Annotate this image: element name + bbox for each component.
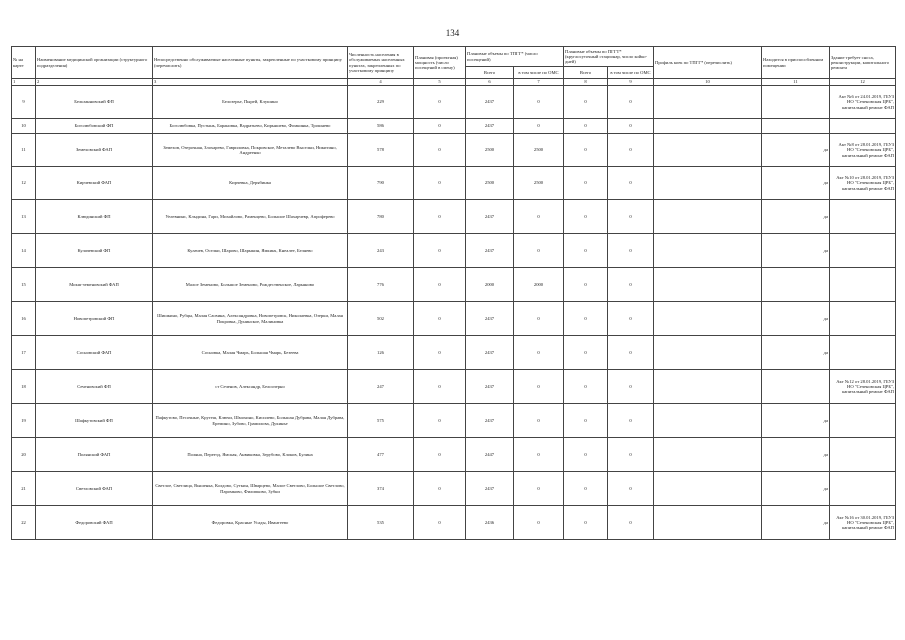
table-row: [12, 86, 896, 119]
visits-total-cell: 2437: [466, 370, 514, 404]
visits-total-cell: 2500: [466, 167, 514, 200]
row-number-cell: 20: [12, 438, 36, 472]
visits-total-cell: 2437: [466, 119, 514, 134]
repair-note-cell: [830, 438, 896, 472]
beds-total-cell: 0: [564, 438, 608, 472]
beds-oms-cell: 0: [608, 167, 654, 200]
organization-cell: Шафкутовский ФП: [36, 404, 153, 438]
capacity-cell: 0: [414, 472, 466, 506]
capacity-cell: 0: [414, 119, 466, 134]
repair-note-cell: [830, 302, 896, 336]
header-planned-bed-days: Плановые объемы по ПГГТ* (круглосуточный стационар, число койко-дней): [564, 47, 654, 67]
repair-note-cell: [830, 268, 896, 302]
table-row: [12, 404, 896, 438]
bed-profile-cell: [654, 86, 762, 119]
header-visits-total: Всего: [466, 67, 514, 79]
visits-oms-cell: 0: [514, 119, 564, 134]
organization-cell: Кирчевский ФАП: [36, 167, 153, 200]
beds-total-cell: 0: [564, 86, 608, 119]
column-number-row: [12, 79, 896, 86]
settlements-cell: Белозерье, Пырей, Клушино: [153, 86, 348, 119]
header-settlements: Непосредственно обслуживаемые населенные пункты, закрепленные по участковому принципу (перечислить): [153, 47, 348, 79]
adapted-premises-cell: [762, 370, 830, 404]
settlements-cell: Пафкутово, Песочные, Кругеш, Ключи, Шмохино, Кисилево, Большая Дубрава, Малая Дубрава, Еремино, Зубово, Грамилова, Дукинье: [153, 404, 348, 438]
beds-oms-cell: 0: [608, 119, 654, 134]
visits-oms-cell: 0: [514, 86, 564, 119]
bed-profile-cell: [654, 404, 762, 438]
organization-cell: Федоровский ФАП: [36, 506, 153, 540]
header-organization: Наименование медицинской организации (структурного подразделения): [36, 47, 153, 79]
column-number: 7: [514, 79, 564, 86]
header-bed-profile: Профиль коек по ТПГГ* (перечислить): [654, 47, 762, 79]
beds-oms-cell: 0: [608, 472, 654, 506]
organization-cell: Новопетровский ФП: [36, 302, 153, 336]
row-number-cell: 16: [12, 302, 36, 336]
visits-oms-cell: 0: [514, 302, 564, 336]
organization-cell: Сосновский ФАП: [36, 336, 153, 370]
capacity-cell: 0: [414, 506, 466, 540]
bed-profile-cell: [654, 438, 762, 472]
bed-profile-cell: [654, 234, 762, 268]
column-number: 5: [414, 79, 466, 86]
population-cell: 502: [348, 302, 414, 336]
bed-profile-cell: [654, 119, 762, 134]
beds-total-cell: 0: [564, 336, 608, 370]
beds-total-cell: 0: [564, 370, 608, 404]
row-number-cell: 10: [12, 119, 36, 134]
capacity-cell: 0: [414, 438, 466, 472]
column-number: 1: [12, 79, 36, 86]
population-cell: 126: [348, 336, 414, 370]
column-number: 11: [762, 79, 830, 86]
capacity-cell: 0: [414, 404, 466, 438]
beds-oms-cell: 0: [608, 200, 654, 234]
population-cell: 477: [348, 438, 414, 472]
beds-oms-cell: 0: [608, 438, 654, 472]
table-row: [12, 506, 896, 540]
population-cell: 229: [348, 86, 414, 119]
settlements-cell: Шишкино, Рубцы, Малая Сасвина, Александровка, Новопетровск, Николаевка, Озерки, Малая Покровка, Дунинское, Малиновка: [153, 302, 348, 336]
beds-oms-cell: 0: [608, 134, 654, 167]
header-planned-visits: Плановые объемы по ТПГГ* (число посещений): [466, 47, 564, 67]
beds-total-cell: 0: [564, 472, 608, 506]
population-cell: 575: [348, 404, 414, 438]
beds-total-cell: 0: [564, 302, 608, 336]
capacity-cell: 0: [414, 302, 466, 336]
repair-note-cell: [830, 336, 896, 370]
bed-profile-cell: [654, 268, 762, 302]
beds-total-cell: 0: [564, 506, 608, 540]
column-number: 10: [654, 79, 762, 86]
column-number: 8: [564, 79, 608, 86]
row-number-cell: 21: [12, 472, 36, 506]
repair-note-cell: [830, 234, 896, 268]
beds-oms-cell: 0: [608, 86, 654, 119]
adapted-premises-cell: да: [762, 134, 830, 167]
header-map-number: № на карте: [12, 47, 36, 79]
settlements-cell: Федоровка, Красные Усады, Ивантеево: [153, 506, 348, 540]
bed-profile-cell: [654, 336, 762, 370]
capacity-cell: 0: [414, 336, 466, 370]
organization-cell: Кулачевский ФП: [36, 234, 153, 268]
beds-oms-cell: 0: [608, 302, 654, 336]
visits-oms-cell: 2500: [514, 134, 564, 167]
repair-note-cell: Акт №8 от 28.01.2019, ГБУЗ НО "Сеченовская ЦРБ", капитальный ремонт ФАП: [830, 134, 896, 167]
settlements-cell: Светлое, Светлица, Вышенка, Колдово, Суткин, Шварцево, Малое Светлово, Большое Светлово, Паромково, Филипково, Зубки: [153, 472, 348, 506]
bed-profile-cell: [654, 200, 762, 234]
visits-oms-cell: 0: [514, 234, 564, 268]
settlements-cell: Земехов, Озерочная, Злохарево, Гавриловка, Покровское, Металево Выселки, Никитино, Андреенко: [153, 134, 348, 167]
header-capacity: Плановая (проектная) мощность (число посещений в смену): [414, 47, 466, 79]
visits-total-cell: 2437: [466, 404, 514, 438]
visits-total-cell: 2436: [466, 506, 514, 540]
column-number: 12: [830, 79, 896, 86]
header-adapted-premises: Находится в приспособленном помещении: [762, 47, 830, 79]
repair-note-cell: Акт №12 от 28.01.2019, ГБУЗ НО "Сеченовская ЦРБ", капитальный ремонт ФАП: [830, 370, 896, 404]
visits-total-cell: 2437: [466, 86, 514, 119]
visits-total-cell: 2447: [466, 438, 514, 472]
beds-total-cell: 0: [564, 134, 608, 167]
beds-oms-cell: 0: [608, 506, 654, 540]
visits-total-cell: 2500: [466, 134, 514, 167]
beds-total-cell: 0: [564, 119, 608, 134]
visits-total-cell: 2000: [466, 268, 514, 302]
settlements-cell: Поляна, Переезд, Ямская, Анвиковка, Зерубово, Клоков, Булина: [153, 438, 348, 472]
capacity-cell: 0: [414, 86, 466, 119]
visits-total-cell: 2437: [466, 336, 514, 370]
population-cell: 243: [348, 234, 414, 268]
table-row: [12, 268, 896, 302]
row-number-cell: 12: [12, 167, 36, 200]
capacity-cell: 0: [414, 167, 466, 200]
organization-cell: Сеченовский ФП: [36, 370, 153, 404]
visits-total-cell: 2437: [466, 302, 514, 336]
beds-oms-cell: 0: [608, 336, 654, 370]
beds-oms-cell: 0: [608, 234, 654, 268]
visits-oms-cell: 0: [514, 438, 564, 472]
capacity-cell: 0: [414, 268, 466, 302]
adapted-premises-cell: да: [762, 234, 830, 268]
visits-total-cell: 2437: [466, 472, 514, 506]
row-number-cell: 22: [12, 506, 36, 540]
table-row: [12, 167, 896, 200]
column-number: 9: [608, 79, 654, 86]
beds-total-cell: 0: [564, 200, 608, 234]
column-number: 2: [36, 79, 153, 86]
adapted-premises-cell: [762, 119, 830, 134]
header-beds-oms: в том числе по ОМС: [608, 67, 654, 79]
adapted-premises-cell: да: [762, 438, 830, 472]
adapted-premises-cell: да: [762, 404, 830, 438]
medical-facilities-table: [11, 46, 896, 540]
organization-cell: Бельзанновский ФП: [36, 86, 153, 119]
population-cell: 790: [348, 167, 414, 200]
page-number: 134: [445, 28, 460, 38]
row-number-cell: 19: [12, 404, 36, 438]
beds-total-cell: 0: [564, 167, 608, 200]
organization-cell: Клюдинский ФП: [36, 200, 153, 234]
table-row: [12, 472, 896, 506]
population-cell: 776: [348, 268, 414, 302]
row-number-cell: 17: [12, 336, 36, 370]
capacity-cell: 0: [414, 234, 466, 268]
adapted-premises-cell: [762, 268, 830, 302]
visits-oms-cell: 0: [514, 506, 564, 540]
adapted-premises-cell: да: [762, 506, 830, 540]
visits-oms-cell: 2500: [514, 167, 564, 200]
capacity-cell: 0: [414, 134, 466, 167]
header-beds-total: Всего: [564, 67, 608, 79]
beds-oms-cell: 0: [608, 404, 654, 438]
beds-total-cell: 0: [564, 404, 608, 438]
table-row: [12, 370, 896, 404]
row-number-cell: 9: [12, 86, 36, 119]
table-row: [12, 134, 896, 167]
visits-total-cell: 2437: [466, 200, 514, 234]
table-row: [12, 200, 896, 234]
row-number-cell: 13: [12, 200, 36, 234]
beds-total-cell: 0: [564, 268, 608, 302]
beds-total-cell: 0: [564, 234, 608, 268]
beds-oms-cell: 0: [608, 268, 654, 302]
repair-note-cell: Акт №16 от 30.01.2019, ГБУЗ НО "Сеченовская ЦРБ", капитальный ремонт ФАП: [830, 506, 896, 540]
settlements-cell: Кулачев, Оселки, Шарово, Шарыкин, Ямкинs, Кнеалее, Беляево: [153, 234, 348, 268]
settlements-cell: ст Сеченов, Александр, Белоозерно: [153, 370, 348, 404]
visits-oms-cell: 0: [514, 472, 564, 506]
adapted-premises-cell: да: [762, 472, 830, 506]
beds-oms-cell: 0: [608, 370, 654, 404]
bed-profile-cell: [654, 167, 762, 200]
header-repair-needed: Здание требует сноса, реконструкции, капитального ремонта: [830, 47, 896, 79]
column-number: 3: [153, 79, 348, 86]
header-population: Численность населения в обслуживаемых населенных пунктах, закрепленных по участковому принципу: [348, 47, 414, 79]
repair-note-cell: [830, 200, 896, 234]
repair-note-cell: [830, 119, 896, 134]
adapted-premises-cell: [762, 86, 830, 119]
visits-total-cell: 2437: [466, 234, 514, 268]
header-row: [12, 47, 896, 67]
organization-cell: Светловский ФАП: [36, 472, 153, 506]
repair-note-cell: [830, 404, 896, 438]
header-visits-oms: в том числе по ОМС: [514, 67, 564, 79]
population-cell: 578: [348, 134, 414, 167]
adapted-premises-cell: да: [762, 200, 830, 234]
row-number-cell: 15: [12, 268, 36, 302]
settlements-cell: Кирчевка, Дерябинка: [153, 167, 348, 200]
bed-profile-cell: [654, 506, 762, 540]
organization-cell: Земеховский ФАП: [36, 134, 153, 167]
visits-oms-cell: 0: [514, 200, 564, 234]
table-row: [12, 302, 896, 336]
organization-cell: Полянский ФАП: [36, 438, 153, 472]
table-row: [12, 336, 896, 370]
bed-profile-cell: [654, 370, 762, 404]
repair-note-cell: [830, 472, 896, 506]
settlements-cell: Боголюбовка, Пустынь, Барановка, Вадратьево, Кирьяшево, Фомкинка, Трошнево: [153, 119, 348, 134]
visits-oms-cell: 0: [514, 370, 564, 404]
row-number-cell: 18: [12, 370, 36, 404]
bed-profile-cell: [654, 302, 762, 336]
row-number-cell: 11: [12, 134, 36, 167]
table-row: [12, 234, 896, 268]
population-cell: 586: [348, 119, 414, 134]
population-cell: 535: [348, 506, 414, 540]
capacity-cell: 0: [414, 370, 466, 404]
settlements-cell: Уелевнинс, Клыдина, Гари, Михайлово, Раменцево, Большое Шахарчевр, Апроферево: [153, 200, 348, 234]
visits-oms-cell: 2000: [514, 268, 564, 302]
population-cell: 780: [348, 200, 414, 234]
organization-cell: Боголюбовский ФП: [36, 119, 153, 134]
organization-cell: Мокш-земеновский ФАП: [36, 268, 153, 302]
visits-oms-cell: 0: [514, 404, 564, 438]
adapted-premises-cell: да: [762, 336, 830, 370]
bed-profile-cell: [654, 134, 762, 167]
population-cell: 374: [348, 472, 414, 506]
table-row: [12, 119, 896, 134]
repair-note-cell: Акт №6 от 24.01.2019, ГБУЗ НО "Сеченовская ЦРБ", капитальный ремонт ФАП: [830, 86, 896, 119]
column-number: 6: [466, 79, 514, 86]
adapted-premises-cell: да: [762, 167, 830, 200]
settlements-cell: Малое Земеново, Большое Земеново, Рождественское, Ларьяново: [153, 268, 348, 302]
adapted-premises-cell: да: [762, 302, 830, 336]
table-row: [12, 438, 896, 472]
repair-note-cell: Акт №10 от 28.01.2019, ГБУЗ НО "Сеченовская ЦРБ", капитальный ремонт ФАП: [830, 167, 896, 200]
column-number: 4: [348, 79, 414, 86]
row-number-cell: 14: [12, 234, 36, 268]
population-cell: 247: [348, 370, 414, 404]
visits-oms-cell: 0: [514, 336, 564, 370]
capacity-cell: 0: [414, 200, 466, 234]
bed-profile-cell: [654, 472, 762, 506]
settlements-cell: Сосновка, Малая Чмарь, Большая Чмарь, Безеева: [153, 336, 348, 370]
